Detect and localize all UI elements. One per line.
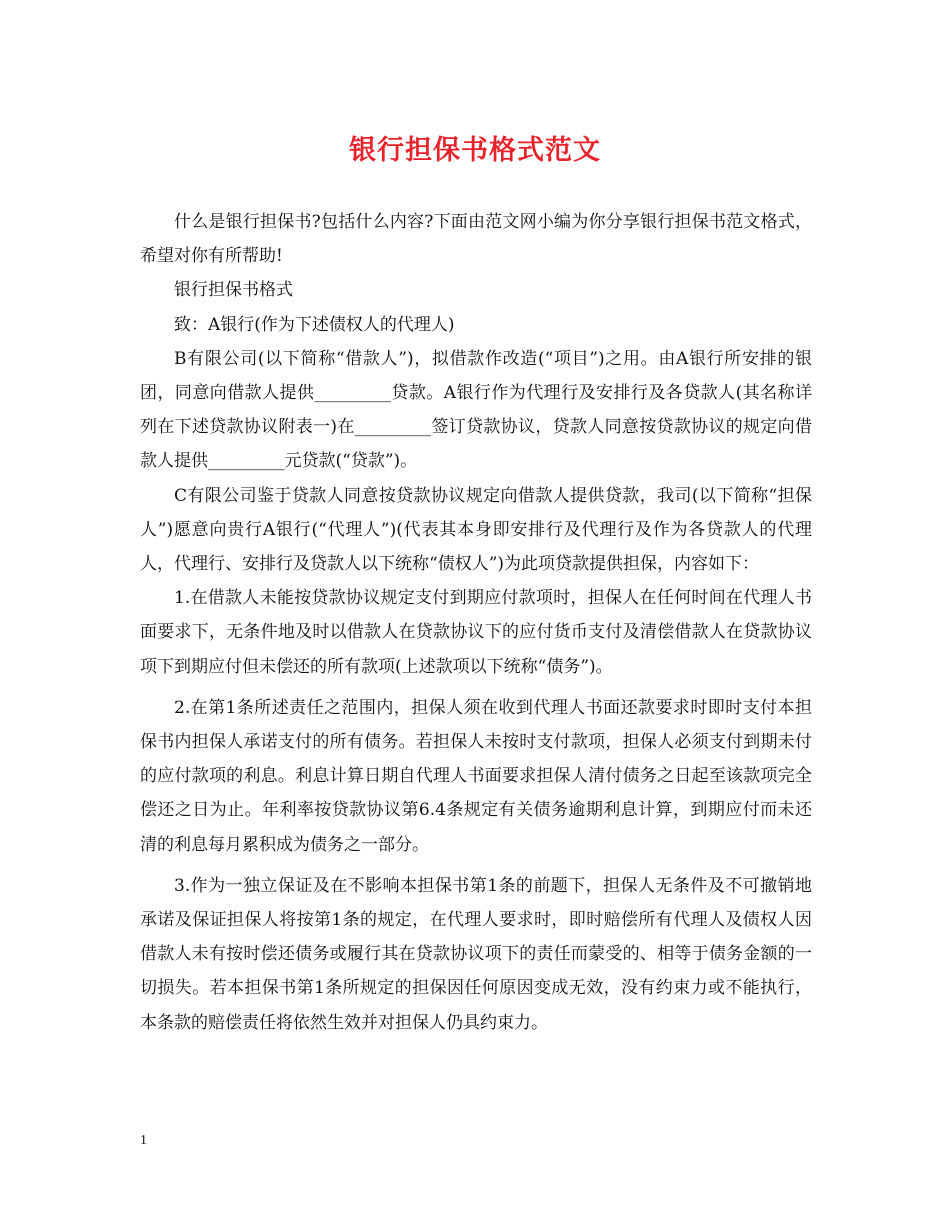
clause-1-paragraph: 1.在借款人未能按贷款协议规定支付到期应付款项时，担保人在任何时间在代理人书面要求下，无条件地及时以借款人在贷款协议下的应付货币支付及清偿借款人在贷款协议项下到期应付但未偿还的所有款项(上述款项以下统称“债务”)。 xyxy=(140,588,812,677)
clause-2-paragraph: 2.在第1条所述责任之范围内，担保人须在收到代理人书面还款要求时即时支付本担保书内担保人承诺支付的所有债务。若担保人未按时支付款项，担保人必须支付到期未付的应付款项的利息。利息计算日期自代理人书面要求担保人清付债务之日起至该款项完全偿还之日为止。年利率按贷款协议第6.4条规定有关债务逾期利息计算，到期应付而未还清的利息每月累积成为债务之一部分。 xyxy=(140,697,812,855)
clause-3-paragraph: 3.作为一独立保证及在不影响本担保书第1条的前题下，担保人无条件及不可撤销地承诺及保证担保人将按第1条的规定，在代理人要求时，即时赔偿所有代理人及债权人因借款人未有按时偿还债务或履行其在贷款协议项下的责任而蒙受的、相等于债务金额的一切损失。若本担保书第1条所规定的担保因任何原因变成无效，没有约束力或不能执行，本条款的赔偿责任将依然生效并对担保人仍具约束力。 xyxy=(140,875,812,1033)
document-title: 银行担保书格式范文 xyxy=(349,135,601,166)
addressee-line: 致：A银行(作为下述债权人的代理人) xyxy=(174,314,455,335)
borrower-paragraph: B有限公司(以下简称“借款人”)，拟借款作改造(“项目”)之用。由A银行所安排的银团，同意向借款人提供_________贷款。A银行作为代理行及安排行及各贷款人(其名称详列在下述贷款协议附表一)在_________签订贷款协议，贷款人同意按贷款协议的规定向借款人提供_________元贷款(“贷款”)。 xyxy=(140,348,812,472)
page-number: 1 xyxy=(140,1133,147,1148)
document-body xyxy=(140,205,812,1040)
intro-paragraph: 什么是银行担保书?包括什么内容?下面由范文网小编为你分享银行担保书范文格式，希望对你有所帮助! xyxy=(140,212,812,267)
section-heading: 银行担保书格式 xyxy=(174,280,293,301)
guarantor-paragraph: C有限公司鉴于贷款人同意按贷款协议规定向借款人提供贷款，我司(以下简称“担保人”)愿意向贵行A银行(“代理人”)(代表其本身即安排行及代理行及作为各贷款人的代理人，代理行、安排行及贷款人以下统称“债权人”)为此项贷款提供担保，内容如下： xyxy=(140,485,812,575)
